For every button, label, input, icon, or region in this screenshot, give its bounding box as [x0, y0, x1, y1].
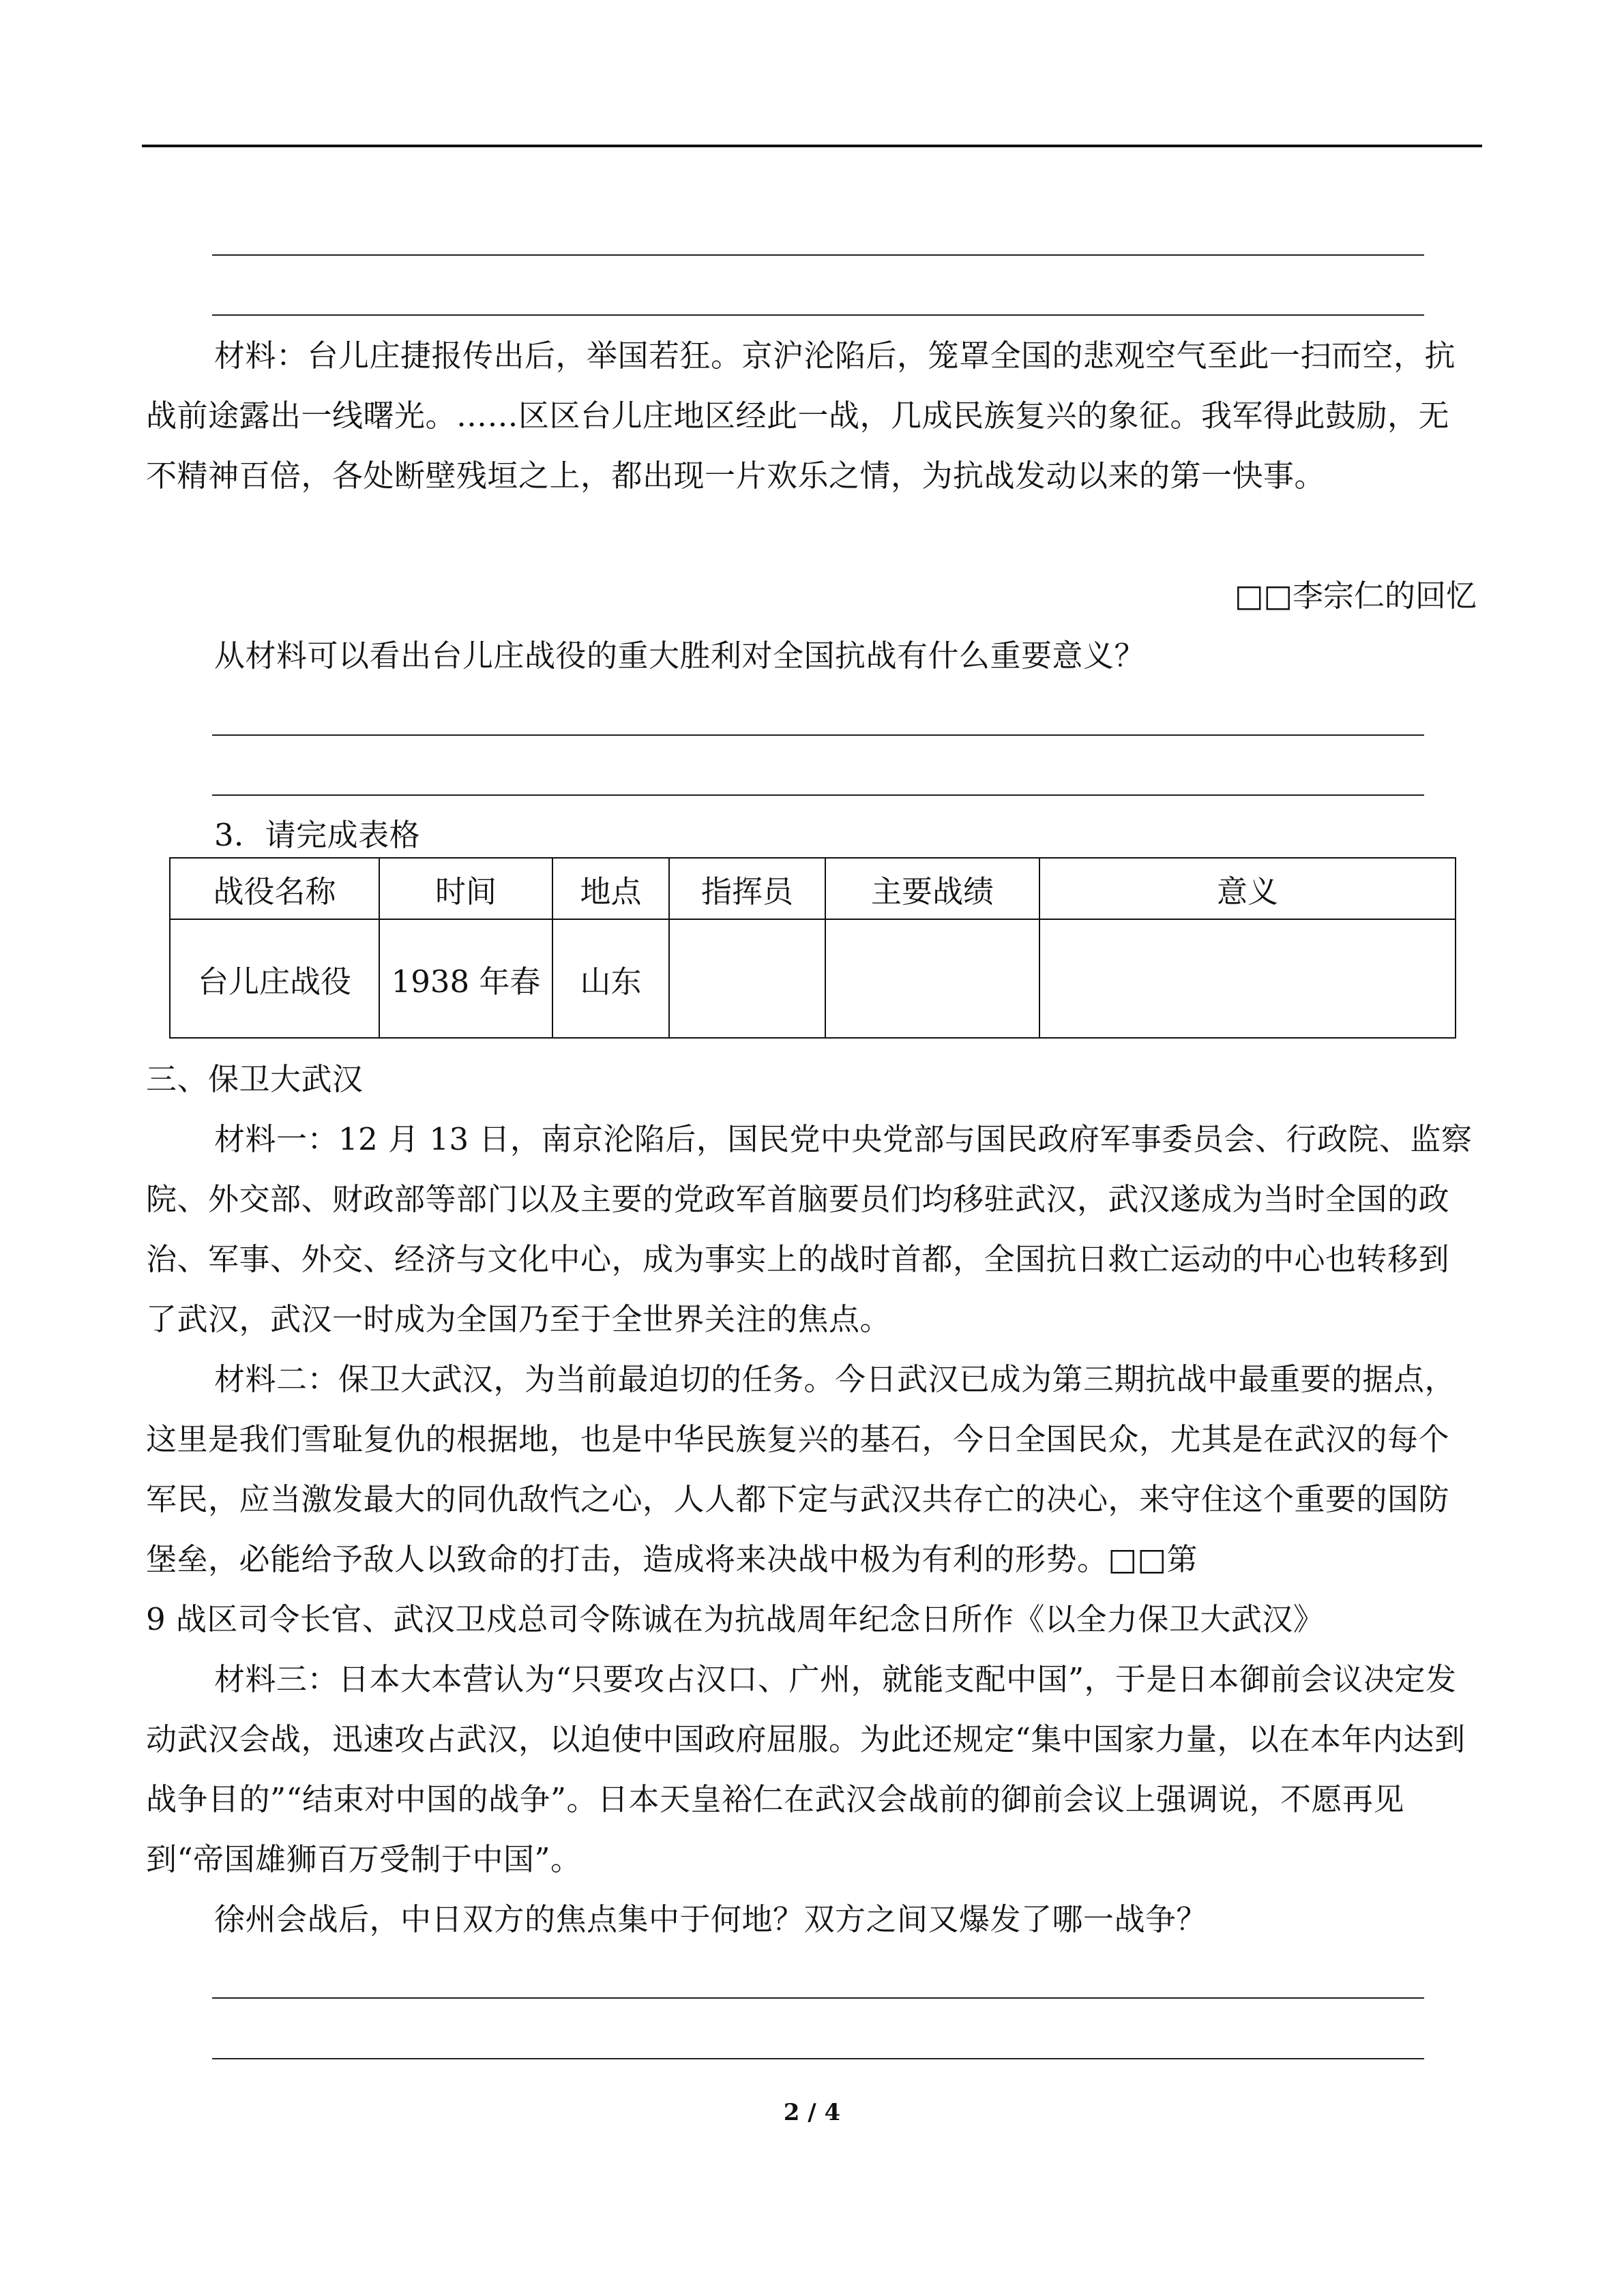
answer-line[interactable] — [212, 2058, 1424, 2059]
table-cell-battle: 台儿庄战役 — [170, 919, 379, 1038]
table-header-row — [170, 858, 1456, 919]
table-task-title: 3．请完成表格 — [214, 817, 421, 853]
answer-line[interactable] — [212, 314, 1424, 316]
answer-line[interactable] — [212, 254, 1424, 256]
material-two-source: 9 战区司令长官、武汉卫戍总司令陈诚在为抗战周年纪念日所作《以全力保卫大武汉》 — [146, 1601, 1325, 1637]
table-header-cell: 时间 — [379, 858, 552, 919]
table-cell-significance[interactable] — [1039, 919, 1456, 1038]
table-cell-time: 1938 年春 — [379, 919, 552, 1038]
table-cell-achievement[interactable] — [825, 919, 1039, 1038]
material-three: 材料三：日本大本营认为“只要攻占汉口、广州，就能支配中国”，于是日本御前会议决定发动武汉会战，迅速攻占武汉，以迫使中国政府屈服。为此还规定“集中国家力量，以在本年内达到战争目的”“结束对中国的战争”。日本天皇裕仁在武汉会战前的御前会议上强调说，不愿再见到“帝国雄狮百万受制于中国”。 — [146, 1661, 1466, 1877]
table-header-cell: 指挥员 — [669, 858, 825, 919]
section-heading: 三、保卫大武汉 — [146, 1061, 364, 1097]
table-row — [170, 919, 1456, 1038]
table-header-cell: 主要战绩 — [825, 858, 1039, 919]
battle-table — [169, 857, 1456, 1039]
table-header-cell: 地点 — [552, 858, 669, 919]
material-two: 材料二：保卫大武汉，为当前最迫切的任务。今日武汉已成为第三期抗战中最重要的据点，这里是我们雪耻复仇的根据地，也是中华民族复兴的基石，今日全国民众，尤其是在武汉的每个军民，应当激发最大的同仇敌忾之心，人人都下定与武汉共存亡的决心，来守住这个重要的国防堡垒，必能给予敌人以致命的打击，造成将来决战中极为有利的形势。□□第 — [146, 1361, 1456, 1577]
material-citation: □□李宗仁的回忆 — [1234, 578, 1477, 614]
material-one: 材料一：12 月 13 日，南京沦陷后，国民党中央党部与国民政府军事委员会、行政院、监察院、外交部、财政部等部门以及主要的党政军首脑要员们均移驻武汉，武汉遂成为当时全国的政治、军事、外交、经济与文化中心，成为事实上的战时首都，全国抗日救亡运动的中心也转移到了武汉，武汉一时成为全国乃至于全世界关注的焦点。 — [146, 1121, 1473, 1337]
question-taierzhuang: 从材料可以看出台儿庄战役的重大胜利对全国抗战有什么重要意义？ — [214, 638, 1146, 674]
table-header-cell: 战役名称 — [170, 858, 379, 919]
table-cell-place: 山东 — [552, 919, 669, 1038]
page-number: 2 / 4 — [783, 2099, 841, 2126]
material-taierzhuang: 材料：台儿庄捷报传出后，举国若狂。京沪沦陷后，笼罩全国的悲观空气至此一扫而空，抗战前途露出一线曙光。……区区台儿庄地区经此一战，几成民族复兴的象征。我军得此鼓励，无不精神百倍，各处断壁残垣之上，都出现一片欢乐之情，为抗战发动以来的第一快事。 — [146, 338, 1456, 494]
answer-line[interactable] — [212, 734, 1424, 736]
answer-line[interactable] — [212, 1997, 1424, 1999]
table-header-cell: 意义 — [1039, 858, 1456, 919]
answer-line[interactable] — [212, 794, 1424, 796]
table-cell-commander[interactable] — [669, 919, 825, 1038]
question-wuhan: 徐州会战后，中日双方的焦点集中于何地？双方之间又爆发了哪一战争？ — [214, 1901, 1208, 1937]
header-rule — [142, 145, 1482, 147]
